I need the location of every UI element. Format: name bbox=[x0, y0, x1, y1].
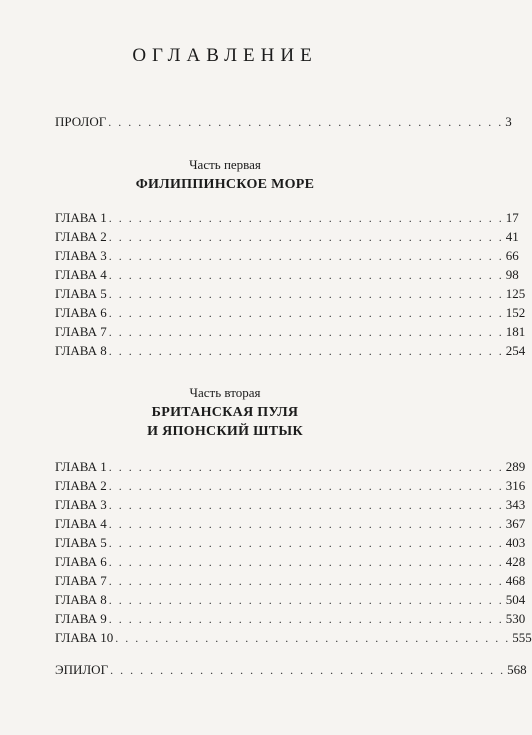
leader-dots: . . . . . . . . . . . . . . . . . . . . . . . . . . . . . . . . . . . . . . . . bbox=[108, 211, 504, 225]
leader-dots: . . . . . . . . . . . . . . . . . . . . . . . . . . . . . . . . . . . . . . . . bbox=[108, 230, 504, 244]
toc-entry-page: 367 bbox=[505, 516, 526, 531]
toc-entry-part1-ch5 bbox=[55, 284, 526, 303]
toc-entry-page: 181 bbox=[505, 324, 526, 339]
leader-dots: . . . . . . . . . . . . . . . . . . . . . . . . . . . . . . . . . . . . . . . . bbox=[108, 306, 504, 320]
leader-dots: . . . . . . . . . . . . . . . . . . . . . . . . . . . . . . . . . . . . . . . . bbox=[108, 249, 504, 263]
toc-entry-label: ГЛАВА 10 bbox=[55, 630, 114, 645]
toc-entry-label: ГЛАВА 3 bbox=[55, 497, 107, 512]
toc-entry-label: ГЛАВА 2 bbox=[55, 478, 107, 493]
toc-entry-part2-ch4 bbox=[55, 514, 526, 533]
leader-dots: . . . . . . . . . . . . . . . . . . . . . . . . . . . . . . . . . . . . . . . . bbox=[108, 498, 504, 512]
toc-entry-label: ГЛАВА 2 bbox=[55, 229, 107, 244]
toc-entry-label: ГЛАВА 1 bbox=[55, 210, 107, 225]
leader-dots: . . . . . . . . . . . . . . . . . . . . . . . . . . . . . . . . . . . . . . . . bbox=[108, 517, 504, 531]
toc-entry-part1-ch3 bbox=[55, 246, 519, 265]
toc-entry-part1-ch7 bbox=[55, 322, 526, 341]
toc-entry-part2-ch5 bbox=[55, 533, 526, 552]
toc-entry-label: ГЛАВА 6 bbox=[55, 554, 107, 569]
toc-entry-page: 468 bbox=[505, 573, 526, 588]
toc-entry-page: 428 bbox=[505, 554, 526, 569]
toc-entry-part2-ch1 bbox=[55, 457, 526, 476]
toc-entry-label: ГЛАВА 1 bbox=[55, 459, 107, 474]
toc-entry-prologue bbox=[55, 112, 512, 131]
leader-dots: . . . . . . . . . . . . . . . . . . . . . . . . . . . . . . . . . . . . . . . . bbox=[110, 663, 506, 677]
part2-name-line2: И ЯПОНСКИЙ ШТЫК bbox=[147, 424, 303, 439]
toc-entry-label: ГЛАВА 8 bbox=[55, 592, 107, 607]
toc-entry-page: 3 bbox=[505, 114, 512, 129]
toc-entry-label: ГЛАВА 5 bbox=[55, 286, 107, 301]
part2-name-line1: БРИТАНСКАЯ ПУЛЯ bbox=[151, 405, 299, 420]
toc-entry-label: ГЛАВА 9 bbox=[55, 611, 107, 626]
toc-entry-part1-ch4 bbox=[55, 265, 519, 284]
toc-entry-label: ГЛАВА 4 bbox=[55, 516, 107, 531]
toc-entry-page: 41 bbox=[505, 229, 519, 244]
toc-entry-page: 504 bbox=[505, 592, 526, 607]
toc-entry-label: ГЛАВА 7 bbox=[55, 324, 107, 339]
page-title: ОГЛАВЛЕНИЕ bbox=[132, 45, 318, 66]
toc-entry-page: 152 bbox=[505, 305, 526, 320]
toc-entry-label: ГЛАВА 8 bbox=[55, 343, 107, 358]
leader-dots: . . . . . . . . . . . . . . . . . . . . . . . . . . . . . . . . . . . . . . . . bbox=[108, 460, 504, 474]
toc-entry-part1-ch8 bbox=[55, 341, 526, 360]
toc-entry-part2-ch3 bbox=[55, 495, 526, 514]
toc-entry-label: ГЛАВА 6 bbox=[55, 305, 107, 320]
toc-entry-label: ГЛАВА 4 bbox=[55, 267, 107, 282]
leader-dots: . . . . . . . . . . . . . . . . . . . . . . . . . . . . . . . . . . . . . . . . bbox=[108, 593, 504, 607]
toc-entry-part2-ch6 bbox=[55, 552, 526, 571]
toc-entry-part1-ch6 bbox=[55, 303, 526, 322]
toc-entry-page: 98 bbox=[505, 267, 519, 282]
part2-label: Часть вторая bbox=[189, 385, 261, 400]
leader-dots: . . . . . . . . . . . . . . . . . . . . . . . . . . . . . . . . . . . . . . . . bbox=[108, 287, 504, 301]
toc-entry-page: 530 bbox=[505, 611, 526, 626]
part1-name: ФИЛИППИНСКОЕ МОРЕ bbox=[135, 177, 315, 192]
toc-entry-page: 66 bbox=[505, 248, 519, 263]
toc-entry-page: 316 bbox=[505, 478, 526, 493]
leader-dots: . . . . . . . . . . . . . . . . . . . . . . . . . . . . . . . . . . . . . . . . bbox=[108, 612, 504, 626]
toc-entry-page: 343 bbox=[505, 497, 526, 512]
toc-entry-label: ЭПИЛОГ bbox=[55, 662, 109, 677]
toc-entry-page: 568 bbox=[507, 662, 527, 677]
leader-dots: . . . . . . . . . . . . . . . . . . . . . . . . . . . . . . . . . . . . . . . . bbox=[115, 631, 511, 645]
part1-label: Часть первая bbox=[189, 157, 261, 172]
toc-entry-part2-ch8 bbox=[55, 590, 526, 609]
leader-dots: . . . . . . . . . . . . . . . . . . . . . . . . . . . . . . . . . . . . . . . . bbox=[108, 536, 504, 550]
toc-entry-part1-ch2 bbox=[55, 227, 519, 246]
leader-dots: . . . . . . . . . . . . . . . . . . . . . . . . . . . . . . . . . . . . . . . . bbox=[108, 479, 504, 493]
leader-dots: . . . . . . . . . . . . . . . . . . . . . . . . . . . . . . . . . . . . . . . . bbox=[108, 344, 504, 358]
toc-entry-page: 289 bbox=[505, 459, 526, 474]
toc-entry-page: 555 bbox=[512, 630, 532, 645]
toc-entry-part1-ch1 bbox=[55, 208, 519, 227]
toc-entry-label: ГЛАВА 7 bbox=[55, 573, 107, 588]
toc-entry-label: ГЛАВА 3 bbox=[55, 248, 107, 263]
toc-entry-part2-ch9 bbox=[55, 609, 526, 628]
toc-entry-label: ГЛАВА 5 bbox=[55, 535, 107, 550]
toc-entry-epilogue bbox=[55, 660, 527, 679]
toc-entry-page: 125 bbox=[505, 286, 526, 301]
leader-dots: . . . . . . . . . . . . . . . . . . . . . . . . . . . . . . . . . . . . . . . . bbox=[108, 115, 504, 129]
toc-entry-page: 17 bbox=[505, 210, 519, 225]
leader-dots: . . . . . . . . . . . . . . . . . . . . . . . . . . . . . . . . . . . . . . . . bbox=[108, 325, 504, 339]
toc-entry-page: 403 bbox=[505, 535, 526, 550]
leader-dots: . . . . . . . . . . . . . . . . . . . . . . . . . . . . . . . . . . . . . . . . bbox=[108, 268, 504, 282]
leader-dots: . . . . . . . . . . . . . . . . . . . . . . . . . . . . . . . . . . . . . . . . bbox=[108, 555, 504, 569]
toc-entry-part2-ch7 bbox=[55, 571, 526, 590]
toc-entry-part2-ch2 bbox=[55, 476, 526, 495]
toc-entry-part2-ch10 bbox=[55, 628, 532, 647]
leader-dots: . . . . . . . . . . . . . . . . . . . . . . . . . . . . . . . . . . . . . . . . bbox=[108, 574, 504, 588]
toc-entry-page: 254 bbox=[505, 343, 526, 358]
toc-entry-label: ПРОЛОГ bbox=[55, 114, 107, 129]
